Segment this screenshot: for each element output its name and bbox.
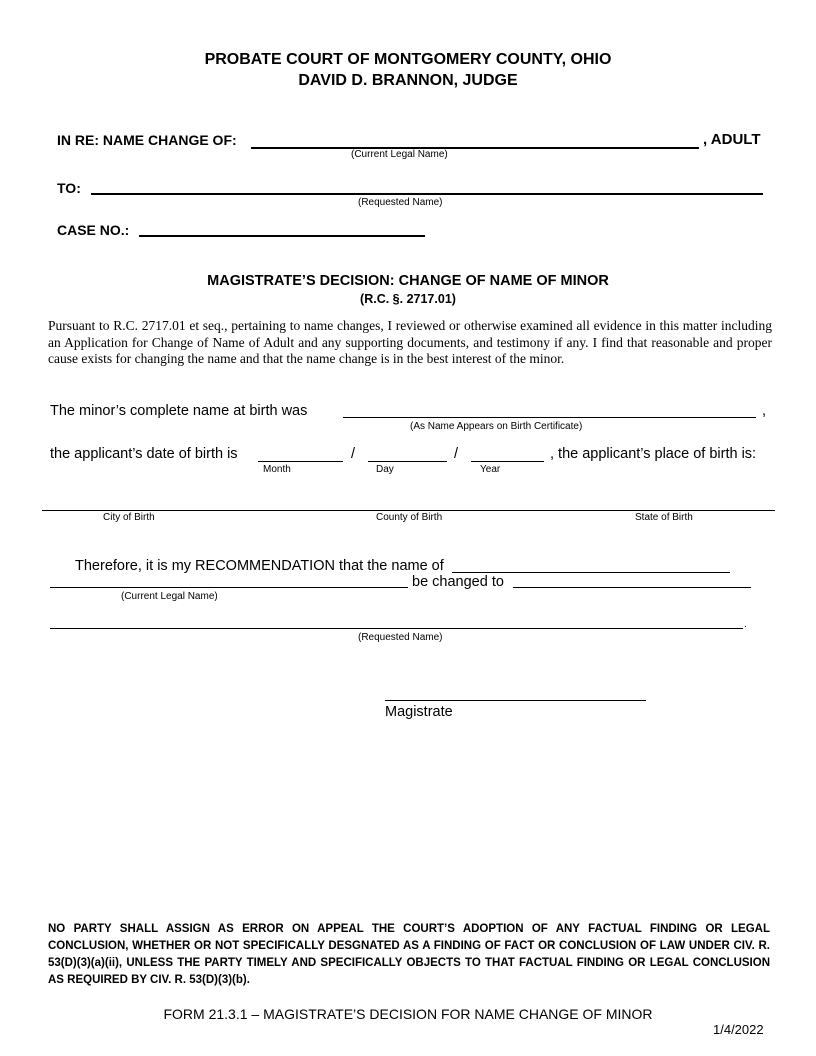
case-no-label: CASE NO.: [57, 222, 130, 238]
case-no-line[interactable] [139, 235, 425, 237]
birth-cert-hint: (As Name Appears on Birth Certificate) [410, 421, 583, 432]
name-comma: , [762, 403, 767, 419]
form-footer: FORM 21.3.1 – MAGISTRATE’S DECISION FOR NAME CHANGE OF MINOR [163, 1006, 653, 1022]
requested-name-hint: (Requested Name) [358, 197, 443, 208]
magistrate-label: Magistrate [385, 704, 453, 720]
court-name: PROBATE COURT OF MONTGOMERY COUNTY, OHIO [204, 51, 612, 68]
state-hint: State of Birth [635, 512, 693, 523]
place-of-birth-line[interactable] [42, 510, 775, 511]
dob-slash-1: / [351, 446, 356, 462]
magistrate-signature-line[interactable] [385, 700, 646, 701]
appeal-notice: NO PARTY SHALL ASSIGN AS ERROR ON APPEAL THE COURT’S ADOPTION OF ANY FACTUAL FINDING OR LEGAL CONCLUSION, WHETHER OR NOT SPECIFICALLY DESGNATED AS A FINDING OF FACT OR CONCLUSION OF LAW UNDER CIV. R. 53(D)(3)(a)(ii), UNLESS THE PARTY TIMELY AND SPECIFICALLY OBJECTS TO THAT FACTUAL FINDING OR LEGAL CONCLUSION AS REQUIRED BY CIV. R. 53(D)(3)(b). [48, 923, 770, 986]
dob-label: the applicant’s date of birth is [50, 446, 238, 462]
form-date: 1/4/2022 [713, 1022, 764, 1037]
adult-suffix: , ADULT [703, 131, 761, 148]
decision-title: MAGISTRATE’S DECISION: CHANGE OF NAME OF MINOR [207, 273, 609, 289]
dob-month-line[interactable] [258, 461, 343, 462]
recommendation-new-line[interactable] [513, 587, 751, 588]
day-hint: Day [376, 464, 394, 475]
city-hint: City of Birth [103, 512, 155, 523]
requested-name-line[interactable] [91, 193, 763, 195]
to-label: TO: [57, 180, 81, 196]
recommendation-current-hint: (Current Legal Name) [121, 591, 218, 602]
recommendation-requested-line[interactable] [50, 628, 743, 629]
recommendation-text: Therefore, it is my RECOMMENDATION that the name of [75, 558, 444, 574]
recommendation-current-line[interactable] [50, 587, 408, 588]
be-changed-to: be changed to [412, 574, 504, 590]
year-hint: Year [480, 464, 501, 475]
county-hint: County of Birth [376, 512, 443, 523]
name-at-birth-line[interactable] [343, 417, 756, 418]
judge-name: DAVID D. BRANNON, JUDGE [298, 72, 518, 89]
in-re-label: IN RE: NAME CHANGE OF: [57, 132, 237, 148]
current-name-line[interactable] [251, 147, 699, 149]
name-at-birth-label: The minor’s complete name at birth was [50, 403, 308, 419]
recommendation-period: . [744, 619, 747, 630]
current-name-hint: (Current Legal Name) [351, 149, 448, 160]
place-of-birth-label: , the applicant’s place of birth is: [550, 446, 757, 462]
dob-day-line[interactable] [368, 461, 447, 462]
statute: (R.C. §. 2717.01) [360, 292, 456, 306]
dob-slash-2: / [454, 446, 459, 462]
recommendation-name-line[interactable] [452, 572, 730, 573]
dob-year-line[interactable] [471, 461, 544, 462]
findings-paragraph: Pursuant to R.C. 2717.01 et seq., pertaining to name changes, I reviewed or otherwise examined all evidence in this matter including an Application for Change of Name of Adult and any supporting documents, and testimony if any. I find that reasonable and proper cause exists for changing the name and that the name change is in the best interest of the minor. [48, 318, 772, 366]
month-hint: Month [263, 464, 291, 475]
recommendation-requested-hint: (Requested Name) [358, 632, 443, 643]
